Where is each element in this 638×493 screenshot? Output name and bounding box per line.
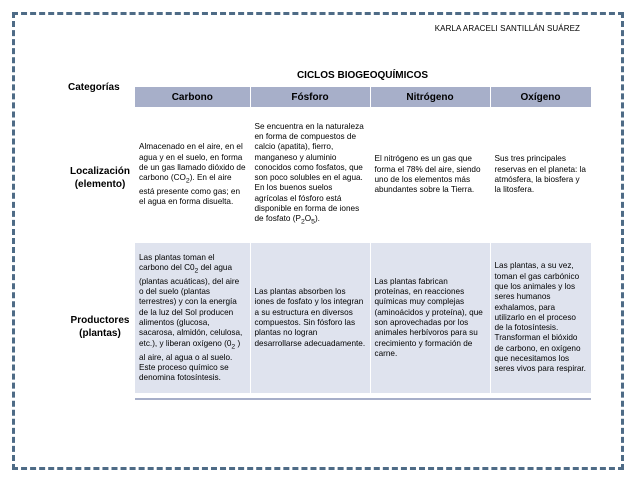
cell-productores-fosforo <box>250 243 370 393</box>
cell-localizacion-nitrogeno <box>370 107 490 243</box>
cell-text: O <box>304 214 312 224</box>
cell-text: Las plantas, a su vez, toman el gas carbónico que los animales y los seres humanos exhalamos, para utilizarlo en el proceso de la fotosíntesis. Transforman el bióxido de carbono, en oxígeno que necesitamos los seres vivos para respirar. <box>494 261 586 374</box>
cell-text: Las plantas fabrican proteínas, en reacciones químicas muy complejas (aminoácidos y proteína), que son aprovechadas por los animales herbívoros para su crecimiento y formación de carne. <box>374 276 483 358</box>
cell-text: Se encuentra en la naturaleza en forma de compuestos de calcio (apatita), fierro, manganeso y aluminio conocidos como fosfatos, que son poco solubles en el agua. En los buenos suelos agrícolas el fósforo está disponible en forma de iones de fosfato (P <box>254 121 364 224</box>
biogeochemical-cycles-table <box>135 87 592 393</box>
table-title: CICLOS BIOGEOQUÍMICOS <box>296 70 429 81</box>
categories-label: Categorías <box>68 82 120 93</box>
cell-text: del agua (plantas acuáticas), del aire o del suelo (plantas terrestres) y con la energía de la luz del Sol producen alimentos (glucosa, sacarosa, almidón, celulosa, etc.), y liberan oxígeno (0 <box>139 262 243 348</box>
cell-localizacion-oxigeno <box>490 107 591 243</box>
table-row <box>135 107 591 243</box>
subscript: 5 <box>311 219 315 226</box>
author-name: KARLA ARACELI SANTILLÁN SUÁREZ <box>434 24 580 33</box>
cell-text: ). En el aire está presente como gas; en el agua en forma disuelta. <box>139 173 241 207</box>
column-header-oxigeno: Oxígeno <box>490 87 591 107</box>
table-bottom-rule <box>135 398 591 400</box>
cell-localizacion-carbono <box>135 107 250 243</box>
cell-text: Las plantas absorben los iones de fosfato y los integran a su estructura en diversos compuestos. Sin fósforo las plantas no logran desarrollarse adecuadamente. <box>254 287 366 348</box>
table-row <box>135 243 591 393</box>
cell-localizacion-fosforo <box>250 107 370 243</box>
subscript: 2 <box>231 343 236 351</box>
column-header-carbono: Carbono <box>135 87 250 107</box>
subscript: 2 <box>185 177 190 185</box>
cell-productores-nitrogeno <box>370 243 490 393</box>
row-label-line2: (plantas) <box>79 328 121 339</box>
cell-text: ) al aire, al agua o al suelo. Este proceso químico se denomina fotosíntesis. <box>139 338 241 383</box>
cell-text: Las plantas toman el carbono del C0 <box>139 252 215 272</box>
row-label-line2: (elemento) <box>74 179 126 190</box>
column-header-fosforo: Fósforo <box>250 87 370 107</box>
cell-text: ). <box>314 214 320 224</box>
cell-text: Almacenado en el aire, en el agua y en el suelo, en forma de un gas llamado dióxido de carbono (CO <box>139 142 246 183</box>
row-label-line1: Localización <box>69 166 130 177</box>
cell-text: Sus tres principales reservas en el planeta: la atmósfera, la biosfera y la litosfera. <box>494 154 586 195</box>
cell-productores-oxigeno <box>490 243 591 393</box>
column-header-nitrogeno: Nitrógeno <box>370 87 490 107</box>
cell-text: El nitrógeno es un gas que forma el 78% del aire, siendo uno de los elementos más abundantes sobre la Tierra. <box>374 154 481 195</box>
subscript: 2 <box>300 219 305 226</box>
subscript: 2 <box>194 267 199 275</box>
cell-productores-carbono <box>135 243 250 393</box>
row-label-line1: Productores <box>70 315 130 326</box>
table-header-row <box>135 87 591 107</box>
